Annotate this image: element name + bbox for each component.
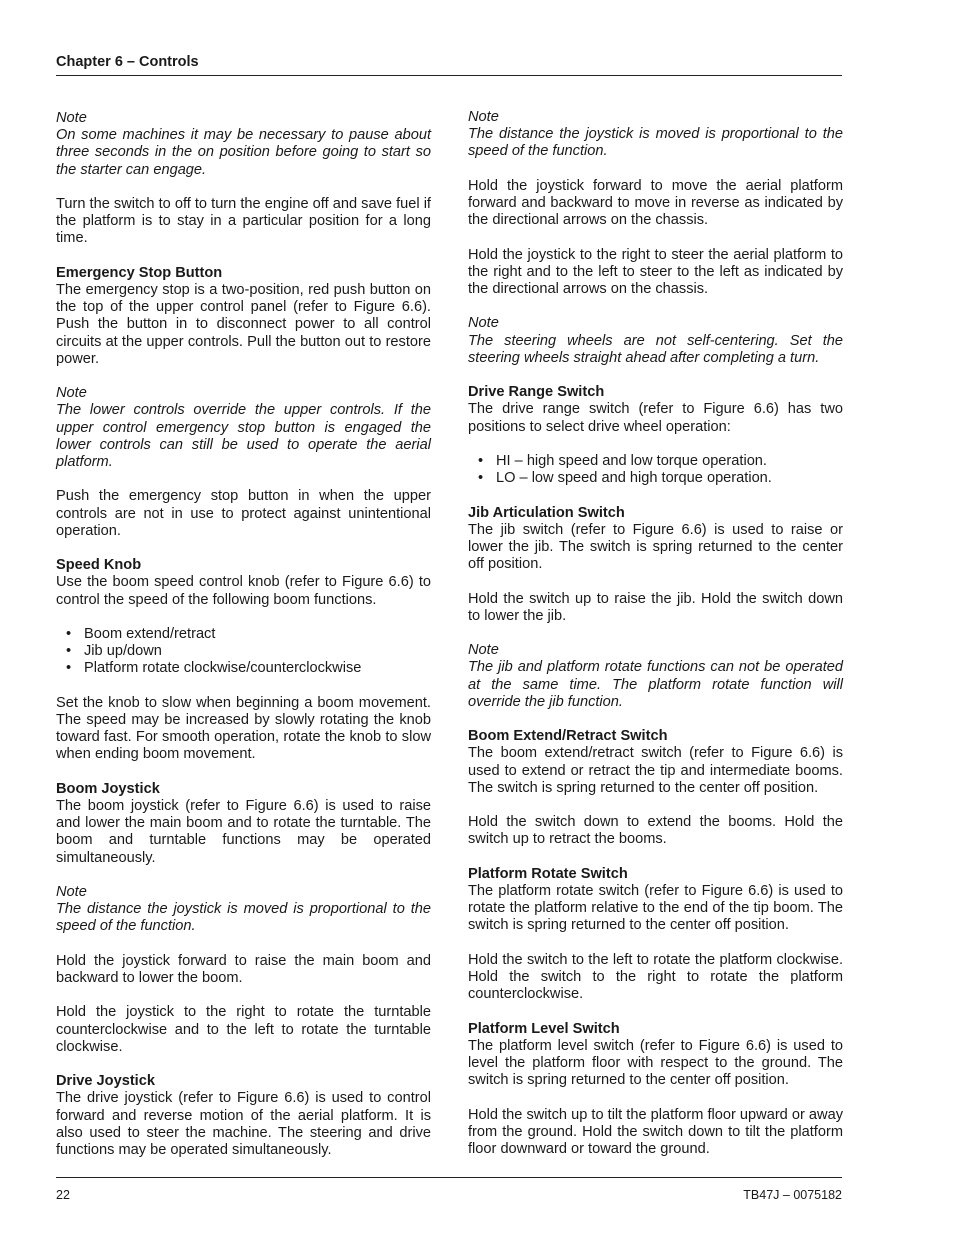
- list-item: • Platform rotate clockwise/counterclockwise: [56, 660, 431, 677]
- note-text: The distance the joystick is moved is proportional to the speed of the function.: [468, 126, 843, 160]
- note-label: Note: [468, 315, 499, 332]
- paragraph: Hold the switch up to raise the jib. Hold the switch down to lower the jib.: [468, 590, 843, 624]
- list-item: • HI – high speed and low torque operation.: [468, 453, 843, 470]
- section-heading-jib-articulation: Jib Articulation Switch: [468, 504, 625, 521]
- note-text: The lower controls override the upper controls. If the upper control emergency stop button is engaged the lower controls can still be used to operate the aerial platform.: [56, 402, 431, 471]
- paragraph: Hold the joystick forward to raise the main boom and backward to lower the boom.: [56, 952, 431, 986]
- page-number: 22: [56, 1188, 70, 1202]
- paragraph: Hold the joystick to the right to steer the aerial platform to the right and to the left to steer to the left as indicated by the directional arrows on the chassis.: [468, 246, 843, 297]
- paragraph: Hold the switch to the left to rotate the platform clockwise. Hold the switch to the right to rotate the platform counterclockwise.: [468, 951, 843, 1003]
- header-rule: [56, 75, 842, 76]
- right-column: [468, 109, 843, 1158]
- list-item: • LO – low speed and high torque operation.: [468, 470, 843, 487]
- left-column: [56, 110, 431, 1159]
- paragraph: The boom extend/retract switch (refer to Figure 6.6) is used to extend or retract the tip and intermediate booms. The switch is spring returned to the center off position.: [468, 745, 843, 796]
- section-heading-boom-extend: Boom Extend/Retract Switch: [468, 728, 668, 745]
- paragraph: The boom joystick (refer to Figure 6.6) is used to raise and lower the main boom and to rotate the turntable. The boom and turntable functions may be operated simultaneously.: [56, 798, 431, 866]
- note-text: On some machines it may be necessary to pause about three seconds in the on position before going to start so the starter can engage.: [56, 127, 431, 178]
- list-item: • Boom extend/retract: [56, 626, 431, 643]
- note-label: Note: [56, 884, 87, 900]
- document-id: TB47J – 0075182: [743, 1188, 842, 1202]
- paragraph: Hold the joystick forward to move the aerial platform forward and backward to move in reverse as indicated by the directional arrows on the chassis.: [468, 177, 843, 229]
- note-text: The steering wheels are not self-centering. Set the steering wheels straight ahead after completing a turn.: [468, 332, 843, 366]
- note-text: The jib and platform rotate functions can not be operated at the same time. The platform rotate function will override the jib function.: [468, 659, 843, 710]
- paragraph: Push the emergency stop button in when the upper controls are not in use to protect against unintentional operation.: [56, 488, 431, 539]
- paragraph: Hold the switch down to extend the booms. Hold the switch up to retract the booms.: [468, 814, 843, 848]
- paragraph: The jib switch (refer to Figure 6.6) is used to raise or lower the jib. The switch is spring returned to the center off position.: [468, 521, 843, 573]
- paragraph: The drive range switch (refer to Figure 6.6) has two positions to select drive wheel operation:: [468, 401, 843, 435]
- section-heading-drive-range: Drive Range Switch: [468, 384, 605, 401]
- speed-function-list: [56, 626, 431, 678]
- paragraph: Use the boom speed control knob (refer to Figure 6.6) to control the speed of the following boom functions.: [56, 574, 431, 608]
- paragraph: Hold the switch up to tilt the platform floor upward or away from the ground. Hold the switch down to tilt the platform floor downward or toward the ground.: [468, 1106, 843, 1157]
- note-label: Note: [468, 642, 499, 659]
- paragraph: Turn the switch to off to turn the engine off and save fuel if the platform is to stay in a particular position for a long time.: [56, 196, 431, 247]
- chapter-title: Chapter 6 – Controls: [56, 54, 199, 70]
- section-heading-boom-joystick: Boom Joystick: [56, 780, 160, 797]
- paragraph: The emergency stop is a two-position, red push button on the top of the upper control panel (refer to Figure 6.6). Push the button in to disconnect power to all control circuits at the upper controls. Pull the button out to restore power.: [56, 282, 431, 367]
- section-heading-platform-level: Platform Level Switch: [468, 1020, 620, 1037]
- paragraph: Set the knob to slow when beginning a boom movement. The speed may be increased by slowly rotating the knob toward fast. For smooth operation, rotate the knob to slow when ending boom movement.: [56, 694, 431, 763]
- paragraph: The platform level switch (refer to Figure 6.6) is used to level the platform floor with respect to the ground. The switch is spring returned to the center off position.: [468, 1037, 843, 1089]
- paragraph: Hold the joystick to the right to rotate the turntable counterclockwise and to the left to rotate the turntable clockwise.: [56, 1004, 431, 1055]
- note-label: Note: [56, 110, 87, 126]
- paragraph: The drive joystick (refer to Figure 6.6) is used to control forward and reverse motion of the aerial platform. It is also used to steer the machine. The steering and drive functions may be operated simultaneously.: [56, 1090, 431, 1158]
- drive-range-list: [468, 453, 843, 487]
- note-text: The distance the joystick is moved is proportional to the speed of the function.: [56, 901, 431, 935]
- section-heading-drive-joystick: Drive Joystick: [56, 1073, 155, 1090]
- note-label: Note: [56, 385, 87, 402]
- list-item: • Jib up/down: [56, 643, 431, 660]
- paragraph: The platform rotate switch (refer to Figure 6.6) is used to rotate the platform relative to the end of the tip boom. The switch is spring returned to the center off position.: [468, 882, 843, 934]
- section-heading-platform-rotate: Platform Rotate Switch: [468, 865, 628, 882]
- footer-rule: [56, 1177, 842, 1178]
- section-heading-emergency-stop: Emergency Stop Button: [56, 264, 223, 281]
- note-label: Note: [468, 109, 499, 125]
- section-heading-speed-knob: Speed Knob: [56, 557, 142, 574]
